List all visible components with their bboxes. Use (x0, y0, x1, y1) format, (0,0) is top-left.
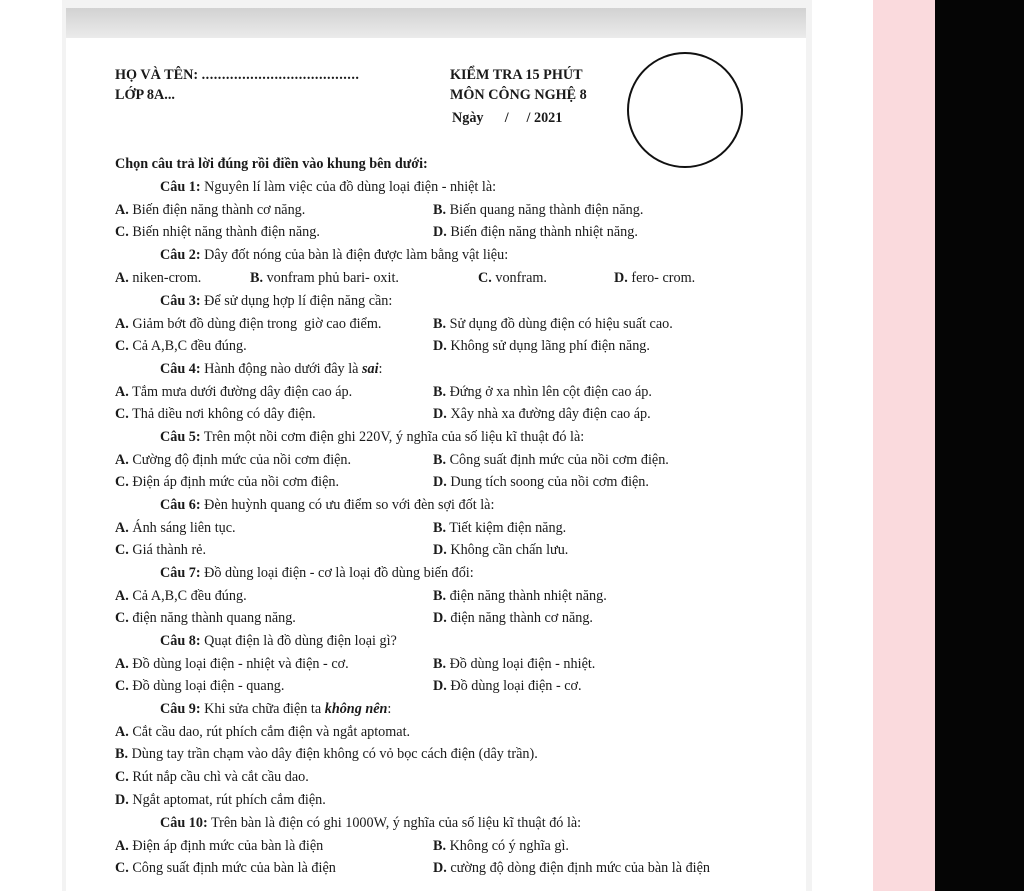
option-key: B. (115, 746, 129, 763)
option-key: A. (115, 315, 129, 332)
answer-option (433, 656, 595, 672)
option-text: Điện áp định mức của nồi cơm điện. (128, 474, 340, 491)
option-key: C. (115, 224, 129, 241)
question-number: Câu 8: (160, 633, 201, 649)
answer-option (115, 746, 538, 762)
option-text: Ngắt aptomat, rút phích cắm điện. (128, 791, 326, 808)
question-emphasis: không nên (324, 701, 388, 717)
answer-option (433, 474, 649, 490)
option-key: D. (433, 338, 447, 355)
option-text: Đồ dùng loại điện - nhiệt và điện - cơ. (128, 655, 349, 672)
option-text: điện năng thành nhiệt năng. (446, 587, 607, 604)
option-text: Điện áp định mức của bàn là điện (128, 837, 324, 854)
answer-option (433, 224, 638, 240)
option-key: B. (433, 587, 447, 604)
option-key: A. (115, 723, 129, 740)
answer-option (115, 406, 316, 422)
answer-option (433, 384, 652, 400)
test-title: KIỂM TRA 15 PHÚT (450, 67, 583, 83)
question-text: Hành động nào dưới đây là (200, 361, 362, 377)
question-text: Trên bàn là điện có ghi 1000W, ý nghĩa của số liệu kĩ thuật đó là: (207, 815, 582, 831)
question-number: Câu 5: (160, 429, 201, 445)
right-margin-pink (873, 0, 935, 891)
option-key: D. (433, 224, 447, 241)
option-key: C. (115, 678, 129, 695)
option-text: Rút nắp cầu chì và cắt cầu dao. (128, 769, 309, 786)
option-key: B. (433, 655, 447, 672)
option-text: Giảm bớt đồ dùng điện trong giờ cao điểm. (128, 315, 382, 332)
answer-option (115, 724, 410, 740)
option-key: C. (115, 542, 129, 559)
option-key: B. (250, 269, 264, 286)
answer-option (433, 678, 582, 694)
question-text: Quạt điện là đồ dùng điện loại gì? (200, 633, 397, 649)
answer-option (433, 542, 568, 558)
option-text: Đồ dùng loại điện - cơ. (446, 678, 582, 695)
option-text: điện năng thành quang năng. (128, 610, 296, 627)
option-key: D. (433, 678, 447, 695)
answer-option (115, 656, 349, 672)
question-stem (160, 179, 496, 195)
option-key: D. (433, 860, 447, 877)
answer-option (433, 452, 669, 468)
question-stem (160, 247, 508, 263)
question-number: Câu 9: (160, 701, 201, 717)
score-circle (627, 52, 743, 168)
option-text: Tiết kiệm điện năng. (446, 519, 567, 536)
option-key: C. (115, 474, 129, 491)
question-text: Dây đốt nóng của bàn là điện được làm bằng vật liệu: (200, 247, 509, 263)
question-stem (160, 701, 391, 717)
option-text: Không có ý nghĩa gì. (446, 837, 569, 854)
option-key: A. (115, 451, 129, 468)
answer-option (115, 769, 309, 785)
option-text: Giá thành rẻ. (128, 542, 207, 559)
option-text: Biến điện năng thành nhiệt năng. (446, 224, 638, 241)
answer-option (115, 520, 236, 536)
question-number: Câu 7: (160, 565, 201, 581)
option-key: C. (115, 860, 129, 877)
question-text: Trên một nồi cơm điện ghi 220V, ý nghĩa của số liệu kĩ thuật đó là: (200, 429, 585, 445)
option-text: cường độ dòng điện định mức của bàn là điện (446, 860, 711, 877)
option-text: Đứng ở xa nhìn lên cột điện cao áp. (446, 383, 652, 400)
option-text: Ánh sáng liên tục. (128, 519, 236, 536)
answer-option (115, 838, 323, 854)
option-text: Dùng tay trần chạm vào dây điện không có vỏ bọc cách điện (dây trần). (128, 746, 538, 763)
question-number: Câu 2: (160, 247, 201, 263)
subject-title: MÔN CÔNG NGHỆ 8 (450, 87, 587, 103)
option-key: A. (115, 383, 129, 400)
answer-option (433, 520, 566, 536)
page-top-band (66, 8, 806, 38)
answer-option (433, 202, 643, 218)
answer-option (115, 542, 206, 558)
question-emphasis: sai (361, 361, 379, 377)
name-label: HỌ VÀ TÊN: (115, 67, 202, 83)
option-key: D. (433, 406, 447, 423)
answer-option (115, 270, 201, 286)
option-key: C. (115, 406, 129, 423)
option-text: Tắm mưa dưới đường dây điện cao áp. (128, 383, 353, 400)
option-text: Biến điện năng thành cơ năng. (128, 201, 306, 218)
option-key: A. (115, 519, 129, 536)
option-text: điện năng thành cơ năng. (446, 610, 593, 627)
question-text: Nguyên lí làm việc của đồ dùng loại điện - nhiệt là: (200, 179, 497, 195)
option-text: Cả A,B,C đều đúng. (128, 587, 247, 604)
name-dots: ....................................... (201, 67, 360, 83)
answer-option (115, 860, 336, 876)
answer-option (115, 224, 320, 240)
option-text: Sử dụng đồ dùng điện có hiệu suất cao. (446, 315, 673, 332)
right-margin-dark (935, 0, 1024, 891)
option-key: A. (115, 837, 129, 854)
answer-option (433, 838, 569, 854)
answer-option (433, 588, 607, 604)
option-key: B. (433, 201, 447, 218)
question-text: Để sử dụng hợp lí điện năng cần: (200, 293, 393, 309)
answer-option (433, 610, 593, 626)
option-key: C. (115, 610, 129, 627)
option-key: A. (115, 655, 129, 672)
option-key: D. (433, 610, 447, 627)
option-key: A. (115, 587, 129, 604)
option-key: D. (433, 474, 447, 491)
option-key: D. (614, 269, 628, 286)
answer-option (250, 270, 399, 286)
class-label: LỚP 8A... (115, 87, 175, 103)
answer-option (115, 202, 305, 218)
option-text: Cả A,B,C đều đúng. (128, 338, 247, 355)
option-key: C. (115, 338, 129, 355)
question-stem (160, 497, 494, 513)
question-number: Câu 1: (160, 179, 201, 195)
question-stem (160, 361, 383, 377)
option-text: Công suất định mức của bàn là điện (128, 860, 336, 877)
answer-option (115, 474, 339, 490)
question-stem (160, 429, 584, 445)
option-key: B. (433, 315, 447, 332)
option-text: Cắt cầu dao, rút phích cắm điện và ngắt aptomat. (128, 723, 411, 740)
answer-option (478, 270, 547, 286)
question-stem (160, 293, 392, 309)
answer-option (115, 452, 351, 468)
answer-option (433, 406, 651, 422)
date-line: Ngày / / 2021 (452, 110, 563, 126)
option-text: Công suất định mức của nồi cơm điện. (446, 451, 669, 468)
option-text: niken-crom. (128, 269, 202, 286)
option-key: C. (478, 269, 492, 286)
question-number: Câu 4: (160, 361, 201, 377)
option-key: B. (433, 451, 447, 468)
question-stem (160, 565, 474, 581)
option-text: vonfram phủ bari- oxit. (263, 269, 399, 286)
question-text: Đèn huỳnh quang có ưu điểm so với đèn sợi đốt là: (200, 497, 495, 513)
question-stem (160, 633, 397, 649)
answer-option (115, 316, 381, 332)
question-text: Khi sửa chữa điện ta (200, 701, 325, 717)
question-number: Câu 3: (160, 293, 201, 309)
option-text: fero- crom. (627, 269, 696, 286)
answer-option (433, 316, 673, 332)
answer-option (115, 792, 326, 808)
question-colon: : (378, 361, 383, 377)
answer-option (433, 860, 710, 876)
option-key: B. (433, 837, 447, 854)
question-number: Câu 10: (160, 815, 208, 831)
option-text: vonfram. (491, 269, 547, 286)
option-key: B. (433, 519, 447, 536)
option-text: Biến quang năng thành điện năng. (446, 201, 644, 218)
option-key: D. (115, 791, 129, 808)
question-text: Đồ dùng loại điện - cơ là loại đồ dùng biến đổi: (200, 565, 474, 581)
option-key: A. (115, 201, 129, 218)
option-key: D. (433, 542, 447, 559)
answer-option (433, 338, 650, 354)
option-text: Biến nhiệt năng thành điện năng. (128, 224, 320, 241)
question-stem (160, 815, 581, 831)
instruction: Chọn câu trả lời đúng rồi điền vào khung bên dưới: (115, 156, 428, 172)
question-colon: : (387, 701, 392, 717)
answer-option (115, 678, 284, 694)
answer-option (115, 588, 247, 604)
option-key: A. (115, 269, 129, 286)
name-line (115, 67, 359, 83)
answer-option (115, 338, 247, 354)
option-text: Xây nhà xa đường dây điện cao áp. (446, 406, 651, 423)
option-text: Không cần chấn lưu. (446, 542, 569, 559)
option-text: Đồ dùng loại điện - quang. (128, 678, 285, 695)
option-key: B. (433, 383, 447, 400)
answer-option (614, 270, 695, 286)
option-text: Cường độ định mức của nồi cơm điện. (128, 451, 352, 468)
option-key: C. (115, 769, 129, 786)
answer-option (115, 610, 296, 626)
option-text: Dung tích soong của nồi cơm điện. (446, 474, 649, 491)
option-text: Đồ dùng loại điện - nhiệt. (446, 655, 596, 672)
answer-option (115, 384, 352, 400)
option-text: Thả diều nơi không có dây điện. (128, 406, 316, 423)
question-number: Câu 6: (160, 497, 201, 513)
option-text: Không sử dụng lãng phí điện năng. (446, 338, 650, 355)
